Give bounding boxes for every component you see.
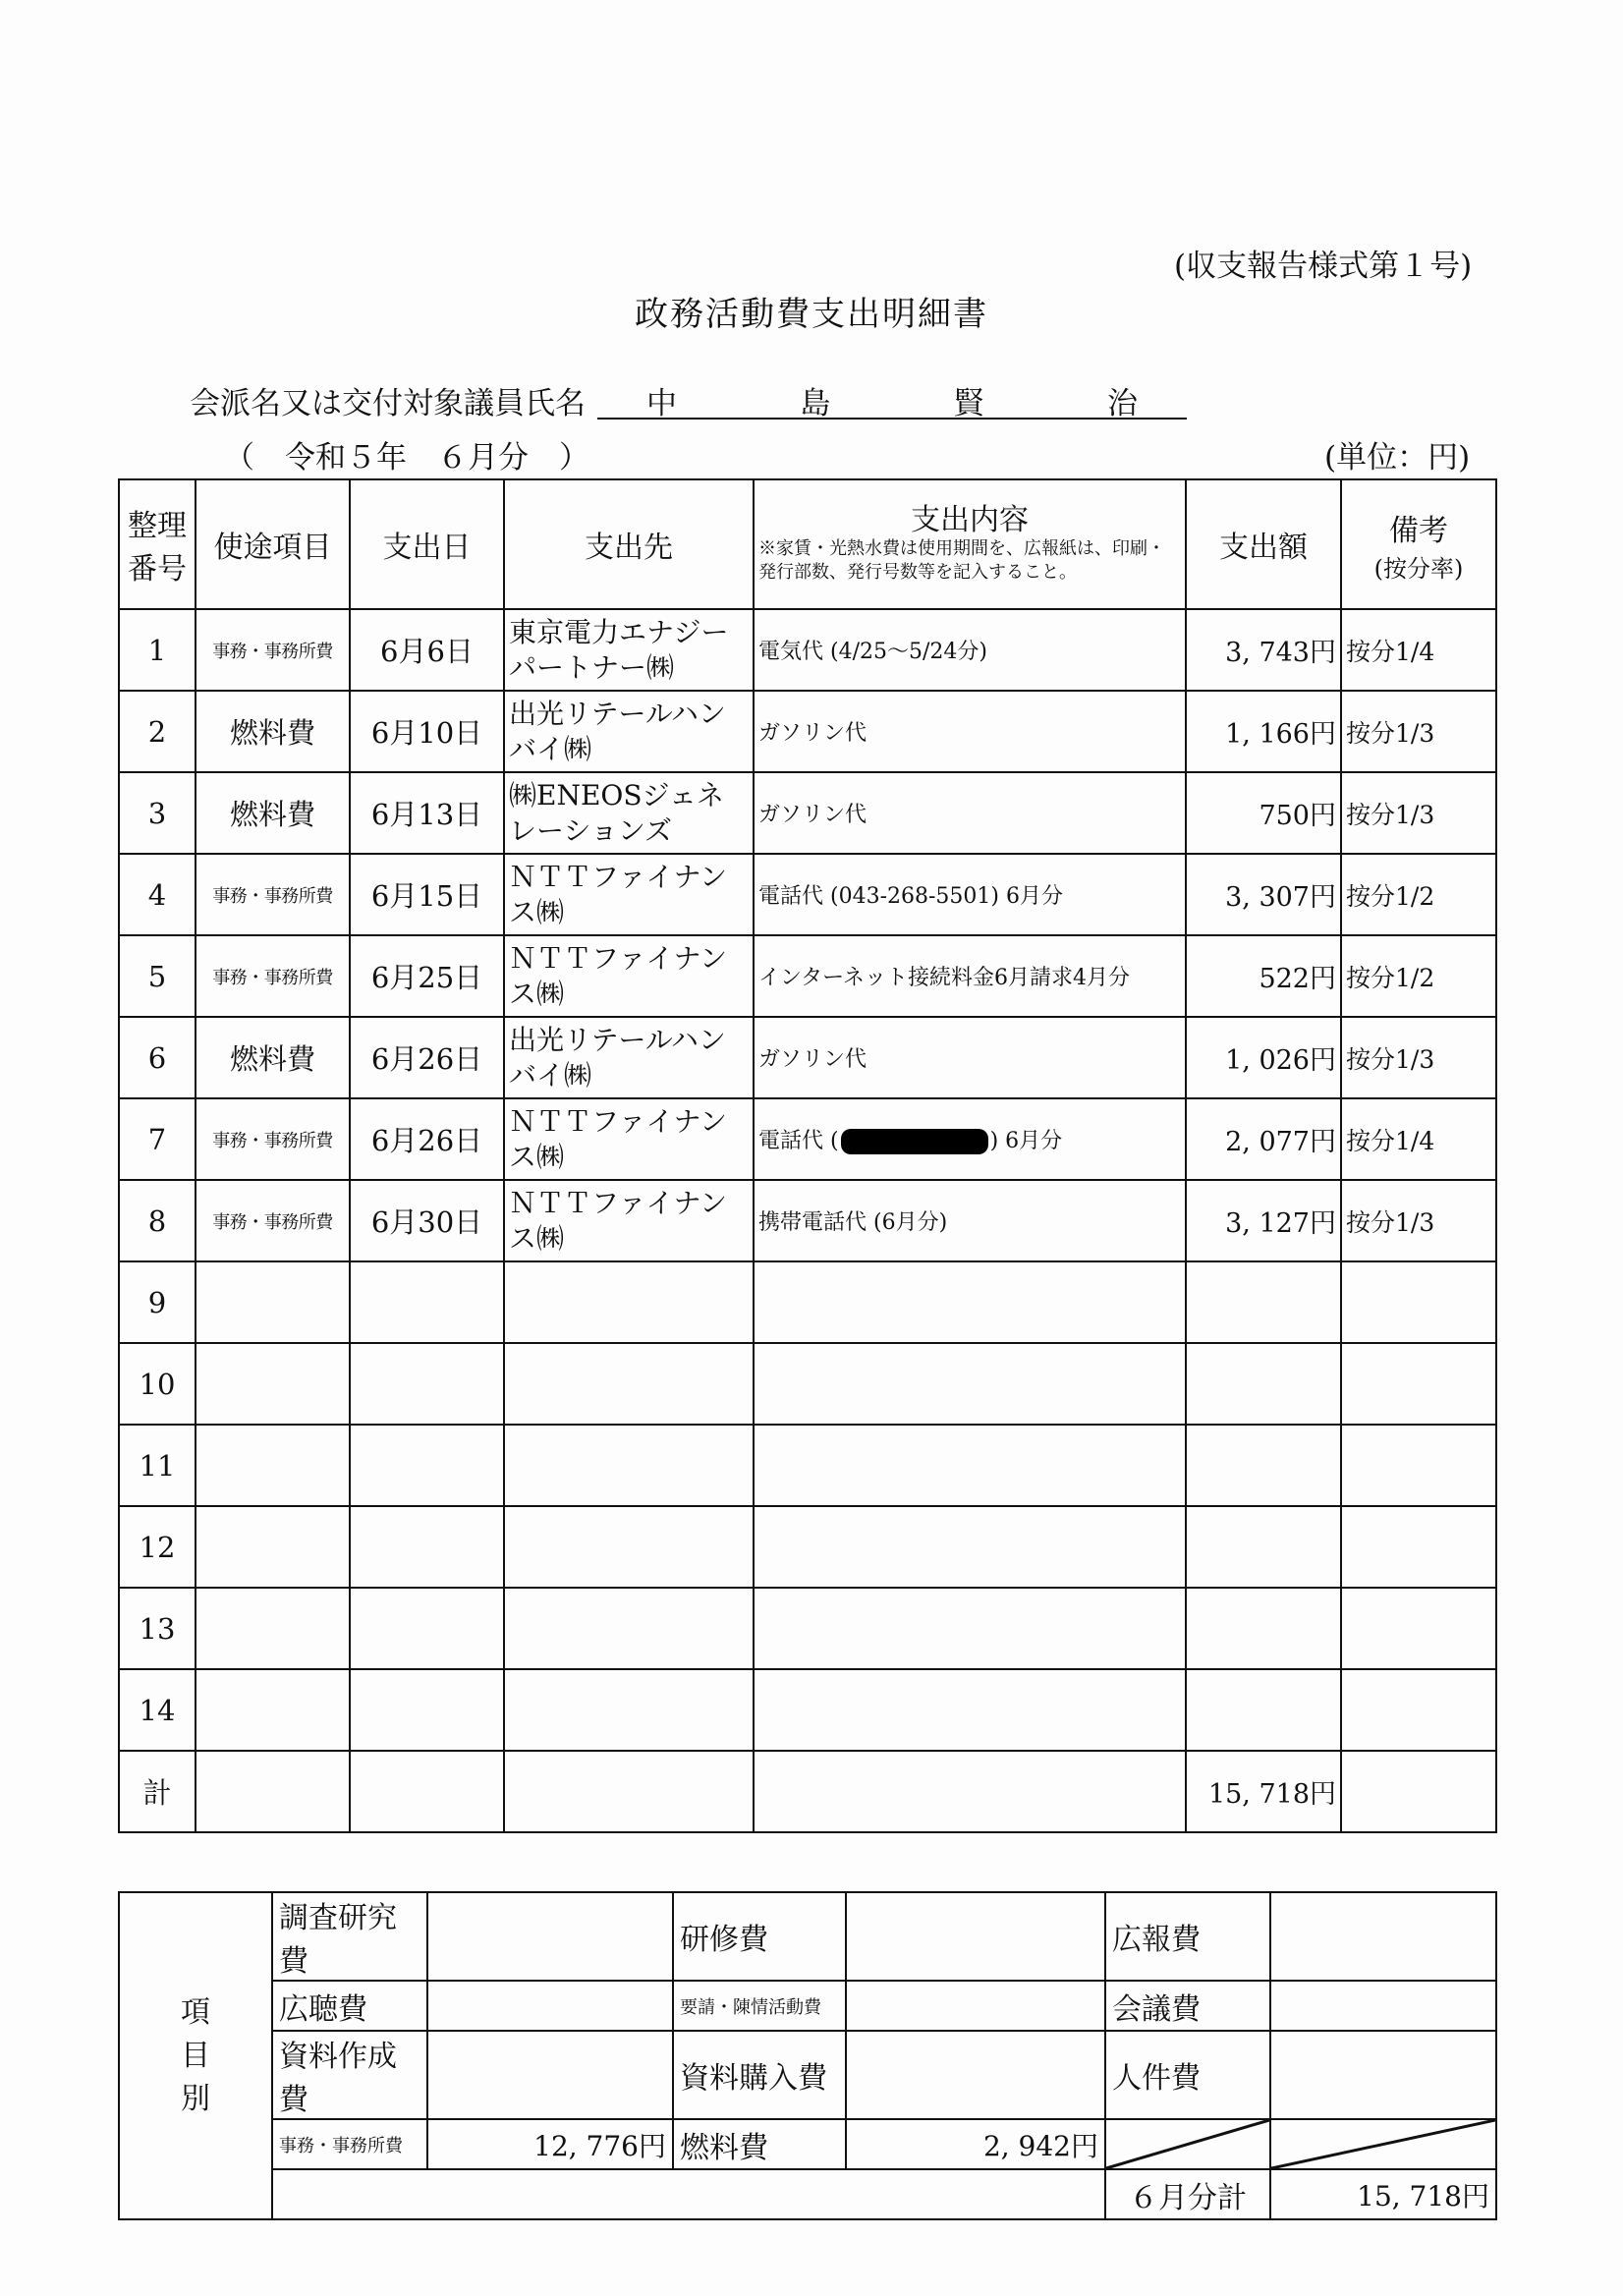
- row-purpose: [196, 1425, 350, 1506]
- row-note: 按分1/4: [1341, 1098, 1496, 1180]
- row-amount: 522円: [1186, 935, 1341, 1017]
- row-purpose: [196, 1343, 350, 1425]
- table-row: [119, 1261, 1496, 1343]
- category-label: 会議費: [1105, 1981, 1270, 2031]
- table-header-row: [119, 479, 1496, 609]
- month-total-amount: 15, 718円: [1270, 2169, 1496, 2219]
- row-amount: [1186, 1425, 1341, 1506]
- row-date: 6月26日: [350, 1017, 504, 1098]
- row-content-pre: 電話代 (: [758, 1129, 839, 1153]
- header-note-main: 備考: [1389, 513, 1448, 548]
- document-title: 政務活動費支出明細書: [635, 295, 988, 334]
- row-note: 按分1/4: [1341, 609, 1496, 691]
- row-note: 按分1/3: [1341, 1017, 1496, 1098]
- row-amount: 1, 166円: [1186, 691, 1341, 772]
- row-purpose: [196, 1669, 350, 1751]
- row-content: [754, 1425, 1186, 1506]
- row-note: 按分1/3: [1341, 772, 1496, 854]
- header-date: 支出日: [350, 479, 504, 609]
- unit-label: (単位：円): [1324, 440, 1471, 476]
- row-content: 携帯電話代 (6月分): [754, 1180, 1186, 1261]
- table-row: [119, 1017, 1496, 1098]
- row-date: 6月26日: [350, 1098, 504, 1180]
- member-name-char: 中: [646, 386, 677, 421]
- row-number: 10: [119, 1343, 196, 1425]
- row-payee: [504, 1669, 754, 1751]
- row-date: 6月15日: [350, 854, 504, 935]
- header-note-sub: (按分率): [1373, 554, 1464, 583]
- table-row: [119, 1343, 1496, 1425]
- category-label: 資料作成費: [272, 2031, 427, 2119]
- member-name: [597, 378, 1187, 420]
- header-content-main: 支出内容: [911, 503, 1029, 537]
- row-content: ガソリン代: [754, 772, 1186, 854]
- row-payee: [504, 1425, 754, 1506]
- table-row: [119, 1669, 1496, 1751]
- row-date: [350, 1588, 504, 1669]
- row-purpose: 事務・事務所費: [196, 1098, 350, 1180]
- category-label: 事務・事務所費: [272, 2119, 427, 2169]
- header-note: [1341, 479, 1496, 609]
- row-purpose: [196, 1261, 350, 1343]
- row-amount: 3, 307円: [1186, 854, 1341, 935]
- category-amount: 2, 942円: [846, 2119, 1105, 2169]
- category-label: 研修費: [673, 1892, 846, 1981]
- form-number: (収支報告様式第１号): [1174, 249, 1473, 284]
- row-date: [350, 1425, 504, 1506]
- row-number: 11: [119, 1425, 196, 1506]
- total-row: [119, 1751, 1496, 1832]
- header-no: 整理 番号: [119, 479, 196, 609]
- row-amount: [1186, 1506, 1341, 1588]
- member-name-char: 治: [1106, 386, 1138, 421]
- row-number: 2: [119, 691, 196, 772]
- row-amount: 3, 127円: [1186, 1180, 1341, 1261]
- row-note: [1341, 1506, 1496, 1588]
- row-amount: 1, 026円: [1186, 1017, 1341, 1098]
- row-amount: 750円: [1186, 772, 1341, 854]
- category-amount: 12, 776円: [427, 2119, 673, 2169]
- row-purpose: 事務・事務所費: [196, 1180, 350, 1261]
- row-amount: [1186, 1669, 1341, 1751]
- row-note: 按分1/3: [1341, 1180, 1496, 1261]
- row-payee: 出光リテールハンバイ㈱: [504, 1017, 754, 1098]
- row-payee: [504, 1588, 754, 1669]
- row-purpose: 燃料費: [196, 1017, 350, 1098]
- row-date: [350, 1506, 504, 1588]
- diagonal-slash: [1105, 2119, 1270, 2169]
- redaction-block: [841, 1129, 988, 1154]
- table-row: [119, 854, 1496, 935]
- member-name-char: 賢: [953, 386, 984, 421]
- row-payee: ＮＴＴファイナンス㈱: [504, 1180, 754, 1261]
- category-label: 燃料費: [673, 2119, 846, 2169]
- total-label: 計: [119, 1751, 196, 1832]
- table-row: [119, 609, 1496, 691]
- row-payee: 出光リテールハンバイ㈱: [504, 691, 754, 772]
- category-summary-table: [118, 1891, 1497, 2220]
- row-purpose: [196, 1588, 350, 1669]
- row-content: ガソリン代: [754, 1017, 1186, 1098]
- table-row: [119, 1180, 1496, 1261]
- member-label: 会派名又は交付対象議員氏名: [190, 386, 586, 421]
- category-label: 広報費: [1105, 1892, 1270, 1981]
- header-content-note: ※家賃・光熱水費は使用期間を、広報紙は、印刷・発行部数、発行号数等を記入すること。: [758, 538, 1165, 583]
- table-row: [119, 772, 1496, 854]
- row-date: 6月6日: [350, 609, 504, 691]
- row-note: [1341, 1425, 1496, 1506]
- row-purpose: 事務・事務所費: [196, 609, 350, 691]
- row-date: 6月30日: [350, 1180, 504, 1261]
- row-number: 1: [119, 609, 196, 691]
- category-label: 資料購入費: [673, 2031, 846, 2119]
- expense-table: [118, 478, 1497, 1833]
- category-side-label: 項 目 別: [119, 1892, 272, 2219]
- table-row: [119, 691, 1496, 772]
- row-content: [754, 1343, 1186, 1425]
- table-row: [119, 1588, 1496, 1669]
- category-label: 広聴費: [272, 1981, 427, 2031]
- row-amount: [1186, 1588, 1341, 1669]
- row-number: 9: [119, 1261, 196, 1343]
- row-payee: [504, 1506, 754, 1588]
- row-amount: 3, 743円: [1186, 609, 1341, 691]
- category-label: 人件費: [1105, 2031, 1270, 2119]
- row-content: ガソリン代: [754, 691, 1186, 772]
- row-date: 6月13日: [350, 772, 504, 854]
- table-row: [119, 935, 1496, 1017]
- category-label: 要請・陳情活動費: [673, 1981, 846, 2031]
- row-note: [1341, 1588, 1496, 1669]
- row-payee: ＮＴＴファイナンス㈱: [504, 1098, 754, 1180]
- row-payee: 東京電力エナジーパートナー㈱: [504, 609, 754, 691]
- row-number: 4: [119, 854, 196, 935]
- row-purpose: 事務・事務所費: [196, 935, 350, 1017]
- row-payee: ＮＴＴファイナンス㈱: [504, 854, 754, 935]
- row-date: 6月10日: [350, 691, 504, 772]
- table-row: [119, 1506, 1496, 1588]
- row-content: [754, 1506, 1186, 1588]
- row-number: 12: [119, 1506, 196, 1588]
- row-note: 按分1/3: [1341, 691, 1496, 772]
- row-date: [350, 1261, 504, 1343]
- row-payee: ㈱ENEOSジェネレーションズ: [504, 772, 754, 854]
- row-content-post: ) 6月分: [989, 1129, 1063, 1153]
- row-note: [1341, 1669, 1496, 1751]
- row-payee: [504, 1261, 754, 1343]
- row-purpose: [196, 1506, 350, 1588]
- row-note: [1341, 1343, 1496, 1425]
- row-number: 5: [119, 935, 196, 1017]
- member-name-char: 島: [800, 386, 831, 421]
- row-note: 按分1/2: [1341, 854, 1496, 935]
- row-content: [754, 1669, 1186, 1751]
- row-note: 按分1/2: [1341, 935, 1496, 1017]
- report-period: （ 令和５年 ６月分 ）: [224, 440, 589, 476]
- row-amount: [1186, 1343, 1341, 1425]
- row-amount: 2, 077円: [1186, 1098, 1341, 1180]
- row-number: 14: [119, 1669, 196, 1751]
- row-payee: [504, 1343, 754, 1425]
- row-payee: ＮＴＴファイナンス㈱: [504, 935, 754, 1017]
- row-number: 8: [119, 1180, 196, 1261]
- row-number: 3: [119, 772, 196, 854]
- row-note: [1341, 1261, 1496, 1343]
- row-purpose: 事務・事務所費: [196, 854, 350, 935]
- row-purpose: 燃料費: [196, 691, 350, 772]
- row-content: 電気代 (4/25～5/24分): [754, 609, 1186, 691]
- row-content: 電話代 (043-268-5501) 6月分: [754, 854, 1186, 935]
- category-label: 調査研究費: [272, 1892, 427, 1981]
- header-content: [754, 479, 1186, 609]
- row-content: [754, 1588, 1186, 1669]
- table-row: [119, 1098, 1496, 1180]
- month-total-label: ６月分計: [1105, 2169, 1270, 2219]
- diagonal-slash: [1270, 2119, 1496, 2169]
- row-date: [350, 1669, 504, 1751]
- row-number: 7: [119, 1098, 196, 1180]
- row-content: インターネット接続料金6月請求4月分: [754, 935, 1186, 1017]
- row-content: [754, 1261, 1186, 1343]
- row-number: 13: [119, 1588, 196, 1669]
- total-amount: 15, 718円: [1186, 1751, 1341, 1832]
- row-number: 6: [119, 1017, 196, 1098]
- table-row: [119, 1425, 1496, 1506]
- row-date: 6月25日: [350, 935, 504, 1017]
- row-date: [350, 1343, 504, 1425]
- row-amount: [1186, 1261, 1341, 1343]
- header-amount: 支出額: [1186, 479, 1341, 609]
- row-purpose: 燃料費: [196, 772, 350, 854]
- header-payee: 支出先: [504, 479, 754, 609]
- row-content: [754, 1098, 1186, 1180]
- header-purpose: 使途項目: [196, 479, 350, 609]
